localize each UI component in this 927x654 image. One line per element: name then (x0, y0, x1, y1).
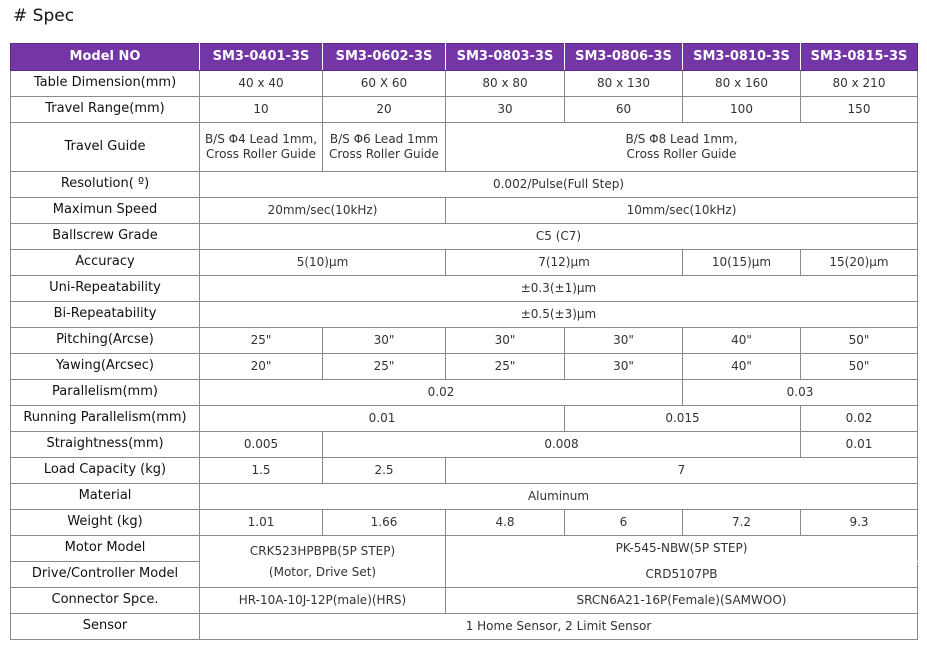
cell-line: Cross Roller Guide (626, 147, 737, 161)
table-row (11, 198, 918, 224)
table-cell: 50" (801, 328, 918, 354)
table-cell: 20mm/sec(10kHz) (200, 198, 446, 224)
table-cell: 25" (323, 354, 446, 380)
row-label: Accuracy (11, 250, 200, 276)
table-row (11, 172, 918, 198)
row-label: Uni-Repeatability (11, 276, 200, 302)
table-cell: 150 (801, 97, 918, 123)
row-label: Load Capacity (kg) (11, 458, 200, 484)
column-header: Model NO (11, 44, 200, 71)
table-cell: 0.005 (200, 432, 323, 458)
row-label: Yawing(Arcsec) (11, 354, 200, 380)
table-row (11, 562, 918, 588)
table-cell: 1.66 (323, 510, 446, 536)
table-cell: 80 x 80 (446, 71, 565, 97)
table-cell: 15(20)μm (801, 250, 918, 276)
table-cell: 0.02 (200, 380, 683, 406)
table-cell: 30 (446, 97, 565, 123)
table-cell (200, 536, 446, 588)
column-header: SM3-0803-3S (446, 44, 565, 71)
table-row (11, 276, 918, 302)
table-cell: 7(12)μm (446, 250, 683, 276)
table-cell: 20 (323, 97, 446, 123)
table-cell: 0.01 (200, 406, 565, 432)
table-cell: 25" (200, 328, 323, 354)
table-cell: 60 (565, 97, 683, 123)
table-cell: 25" (446, 354, 565, 380)
cell-line: B/S Φ6 Lead 1mm (329, 132, 439, 146)
column-header: SM3-0806-3S (565, 44, 683, 71)
table-cell: 80 x 160 (683, 71, 801, 97)
table-cell: 1 Home Sensor, 2 Limit Sensor (200, 614, 918, 640)
table-row (11, 224, 918, 250)
table-row (11, 328, 918, 354)
cell-line: Cross Roller Guide (329, 147, 439, 161)
table-row (11, 536, 918, 562)
cell-line: Cross Roller Guide (206, 147, 316, 161)
table-cell: 40" (683, 328, 801, 354)
cell-line: CRK523HPBPB(5P STEP) (249, 543, 396, 558)
row-label: Parallelism(mm) (11, 380, 200, 406)
table-cell: 50" (801, 354, 918, 380)
table-cell: 100 (683, 97, 801, 123)
table-cell: 10mm/sec(10kHz) (446, 198, 918, 224)
header-row (11, 44, 918, 71)
table-cell: 10(15)μm (683, 250, 801, 276)
row-label: Travel Range(mm) (11, 97, 200, 123)
column-header: SM3-0401-3S (200, 44, 323, 71)
table-cell: 0.02 (801, 406, 918, 432)
row-label: Weight (kg) (11, 510, 200, 536)
column-header: SM3-0810-3S (683, 44, 801, 71)
column-header: SM3-0602-3S (323, 44, 446, 71)
row-label: Motor Model (11, 536, 200, 562)
table-cell: Aluminum (200, 484, 918, 510)
table-cell: 2.5 (323, 458, 446, 484)
row-label: Table Dimension(mm) (11, 71, 200, 97)
cell-line: (Motor, Drive Set) (268, 564, 377, 579)
table-cell: 1.5 (200, 458, 323, 484)
table-row (11, 588, 918, 614)
table-cell: ±0.3(±1)μm (200, 276, 918, 302)
cell-line: B/S Φ4 Lead 1mm, (204, 132, 318, 146)
table-cell: 40 x 40 (200, 71, 323, 97)
row-label: Running Parallelism(mm) (11, 406, 200, 432)
table-cell: HR-10A-10J-12P(male)(HRS) (200, 588, 446, 614)
spec-table (10, 43, 918, 640)
table-row (11, 302, 918, 328)
table-cell (323, 123, 446, 172)
row-label: Travel Guide (11, 123, 200, 172)
row-label: Bi-Repeatability (11, 302, 200, 328)
table-row (11, 71, 918, 97)
table-cell: C5 (C7) (200, 224, 918, 250)
table-cell: 9.3 (801, 510, 918, 536)
row-label: Sensor (11, 614, 200, 640)
row-label: Resolution( º) (11, 172, 200, 198)
table-cell: 0.008 (323, 432, 801, 458)
table-row (11, 406, 918, 432)
table-cell: 4.8 (446, 510, 565, 536)
row-label: Maximun Speed (11, 198, 200, 224)
table-row (11, 354, 918, 380)
table-row (11, 458, 918, 484)
table-row (11, 123, 918, 172)
table-cell: 30" (446, 328, 565, 354)
table-cell: 5(10)μm (200, 250, 446, 276)
row-label: Straightness(mm) (11, 432, 200, 458)
table-cell (446, 123, 918, 172)
row-label: Drive/Controller Model (11, 562, 200, 588)
table-cell: 20" (200, 354, 323, 380)
table-cell: 40" (683, 354, 801, 380)
table-row (11, 432, 918, 458)
table-cell: 1.01 (200, 510, 323, 536)
row-label: Pitching(Arcse) (11, 328, 200, 354)
table-cell: CRD5107PB (446, 562, 918, 588)
table-cell: 0.01 (801, 432, 918, 458)
table-cell: ±0.5(±3)μm (200, 302, 918, 328)
row-label: Ballscrew Grade (11, 224, 200, 250)
table-cell: SRCN6A21-16P(Female)(SAMWOO) (446, 588, 918, 614)
page-title: # Spec (13, 6, 75, 26)
table-cell: 30" (565, 328, 683, 354)
table-cell: 6 (565, 510, 683, 536)
table-row (11, 510, 918, 536)
row-label: Connector Spce. (11, 588, 200, 614)
row-label: Material (11, 484, 200, 510)
table-cell: 0.015 (565, 406, 801, 432)
table-cell (200, 123, 323, 172)
table-cell: 0.002/Pulse(Full Step) (200, 172, 918, 198)
table-cell: 10 (200, 97, 323, 123)
table-cell: 7.2 (683, 510, 801, 536)
column-header: SM3-0815-3S (801, 44, 918, 71)
table-row (11, 614, 918, 640)
table-cell: 80 x 130 (565, 71, 683, 97)
table-cell: 30" (323, 328, 446, 354)
table-cell: 7 (446, 458, 918, 484)
table-cell: 60 X 60 (323, 71, 446, 97)
table-row (11, 250, 918, 276)
table-cell: 30" (565, 354, 683, 380)
table-row (11, 484, 918, 510)
table-cell: 80 x 210 (801, 71, 918, 97)
table-cell: PK-545-NBW(5P STEP) (446, 536, 918, 562)
table-row (11, 380, 918, 406)
cell-line: B/S Φ8 Lead 1mm, (625, 132, 738, 146)
table-cell: 0.03 (683, 380, 918, 406)
table-row (11, 97, 918, 123)
